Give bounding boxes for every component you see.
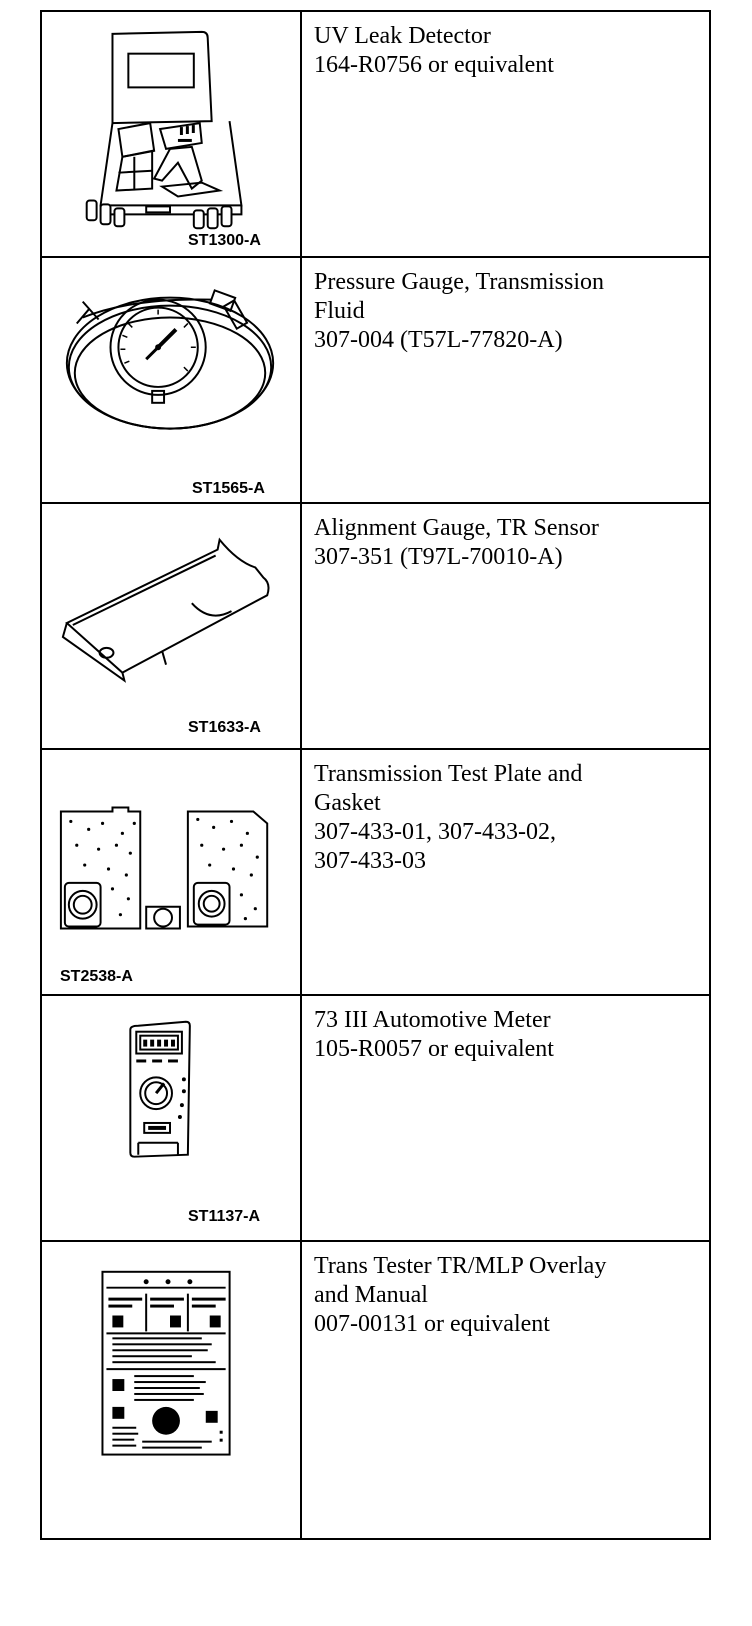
figure-code: ST1137-A <box>188 1208 261 1225</box>
special-tools-table <box>40 10 711 1540</box>
tool-part-number: 307-433-01, 307-433-02, <box>314 819 556 845</box>
tool-part-number: 105-R0057 or equivalent <box>314 1036 554 1062</box>
tool-description-cell <box>301 11 710 257</box>
tool-description-cell <box>301 503 710 749</box>
tool-row <box>41 749 710 995</box>
tool-part-number: 307-351 (T97L-70010-A) <box>314 544 563 570</box>
tool-illustration-cell <box>41 257 301 503</box>
tool-illustration-cell <box>41 749 301 995</box>
uv-leak-detector-kit-icon <box>42 12 300 256</box>
tool-name-continued: Gasket <box>314 790 381 816</box>
tool-name: 73 III Automotive Meter <box>314 1007 551 1033</box>
alignment-gauge-icon <box>42 504 300 748</box>
test-plate-gasket-icon <box>42 750 300 994</box>
tool-row <box>41 11 710 257</box>
pressure-gauge-icon <box>42 258 300 502</box>
tool-illustration-cell <box>41 11 301 257</box>
tool-name-continued: and Manual <box>314 1282 428 1308</box>
tool-row <box>41 257 710 503</box>
tool-row <box>41 995 710 1241</box>
automotive-meter-icon <box>42 996 300 1240</box>
tool-name: Trans Tester TR/MLP Overlay <box>314 1253 607 1279</box>
tool-name-continued: Fluid <box>314 298 365 324</box>
tool-name: Pressure Gauge, Transmission <box>314 269 605 295</box>
overlay-manual-icon <box>42 1242 300 1538</box>
tool-part-number: 307-004 (T57L-77820-A) <box>314 327 563 353</box>
tool-illustration-cell <box>41 995 301 1241</box>
tool-row <box>41 503 710 749</box>
tool-name: UV Leak Detector <box>314 23 491 49</box>
tool-row <box>41 1241 710 1539</box>
tool-illustration-cell <box>41 503 301 749</box>
figure-code: ST1565-A <box>192 480 265 497</box>
tool-description-cell <box>301 1241 710 1539</box>
tool-part-number-continued: 307-433-03 <box>314 848 426 874</box>
tool-description-cell <box>301 995 710 1241</box>
tool-part-number: 007-00131 or equivalent <box>314 1311 550 1337</box>
figure-code: ST1633-A <box>188 719 261 736</box>
figure-code: ST1300-A <box>188 232 261 249</box>
tool-name: Alignment Gauge, TR Sensor <box>314 515 599 541</box>
tool-description-cell <box>301 257 710 503</box>
tool-part-number: 164-R0756 or equivalent <box>314 52 554 78</box>
figure-code: ST2538-A <box>60 968 133 985</box>
tool-description-cell <box>301 749 710 995</box>
tool-name: Transmission Test Plate and <box>314 761 583 787</box>
tool-illustration-cell <box>41 1241 301 1539</box>
